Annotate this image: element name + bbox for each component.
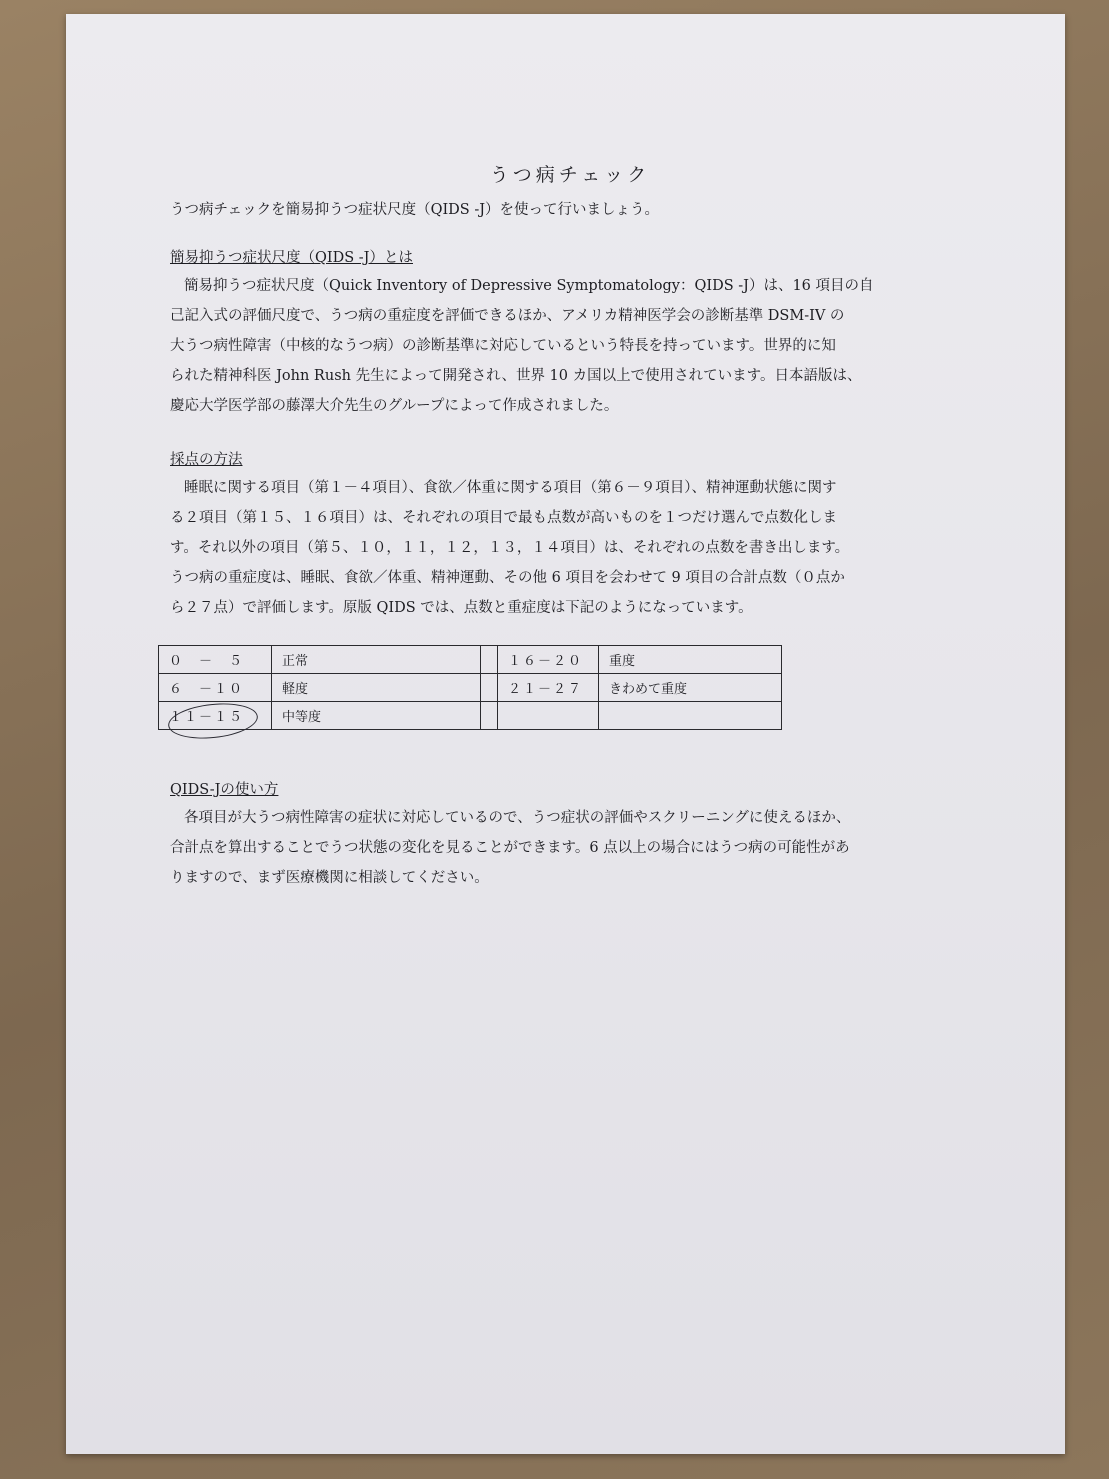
section2-line-4: うつ病の重症度は、睡眠、食欲／体重、精神運動、その他 6 項目を会わせて 9 項目の合計点数（０点か	[170, 570, 845, 586]
score-range-cell: ２１－２７	[498, 674, 599, 702]
severity-cell: 中等度	[272, 702, 481, 730]
section1-line-5: 慶応大学医学部の藤澤大介先生のグループによって作成されました。	[170, 398, 619, 414]
severity-cell: きわめて重度	[599, 674, 782, 702]
section2-line-2: る２項目（第１５、１６項目）は、それぞれの項目で最も点数が高いものを１つだけ選んで点数化しま	[170, 510, 837, 526]
score-range-cell	[498, 702, 599, 730]
section2-line-3: す。それ以外の項目（第５、１０，１１，１２，１３，１４項目）は、それぞれの点数を書き出します。	[170, 540, 850, 556]
section2-line-5: ら２７点）で評価します。原版 QIDS では、点数と重症度は下記のようになっています。	[170, 600, 753, 616]
section-heading-scoring: 採点の方法	[170, 452, 243, 468]
section-heading-qids: 簡易抑うつ症状尺度（QIDS -J）とは	[170, 250, 413, 266]
section3-line-3: りますので、まず医療機関に相談してください。	[170, 870, 489, 886]
severity-cell	[599, 702, 782, 730]
score-range-cell: １１－１５	[159, 702, 272, 730]
spacer-cell	[481, 646, 498, 674]
spacer-cell	[481, 702, 498, 730]
section1-line-4: られた精神科医 John Rush 先生によって開発され、世界 10 カ国以上で使用されています。日本語版は、	[170, 368, 862, 384]
severity-cell: 正常	[272, 646, 481, 674]
section-heading-usage: QIDS-Jの使い方	[170, 782, 279, 798]
table-row	[159, 674, 782, 702]
spacer-cell	[481, 674, 498, 702]
section2-line-1: 睡眠に関する項目（第１－４項目）、食欲／体重に関する項目（第６－９項目）、精神運動状態に関す	[184, 480, 837, 496]
section3-line-2: 合計点を算出することでうつ状態の変化を見ることができます。6 点以上の場合にはうつ病の可能性があ	[170, 840, 850, 856]
score-range-cell: １６－２０	[498, 646, 599, 674]
section3-line-1: 各項目が大うつ病性障害の症状に対応しているので、うつ症状の評価やスクリーニングに使えるほか、	[184, 810, 851, 826]
page-title: うつ病チェック	[489, 164, 651, 186]
intro-text: うつ病チェックを簡易抑うつ症状尺度（QIDS -J）を使って行いましょう。	[170, 202, 660, 218]
score-range-cell: ０ － ５	[159, 646, 272, 674]
severity-cell: 重度	[599, 646, 782, 674]
section1-line-1: 簡易抑うつ症状尺度（Quick Inventory of Depressive Symptomatology：QIDS -J）は、16 項目の自	[184, 278, 874, 294]
severity-cell: 軽度	[272, 674, 481, 702]
section1-line-3: 大うつ病性障害（中核的なうつ病）の診断基準に対応しているという特長を持っています。世界的に知	[170, 338, 836, 354]
table-row	[159, 646, 782, 674]
score-range-cell: ６ －１０	[159, 674, 272, 702]
section1-line-2: 己記入式の評価尺度で、うつ病の重症度を評価できるほか、アメリカ精神医学会の診断基準 DSM-IV の	[170, 308, 845, 324]
